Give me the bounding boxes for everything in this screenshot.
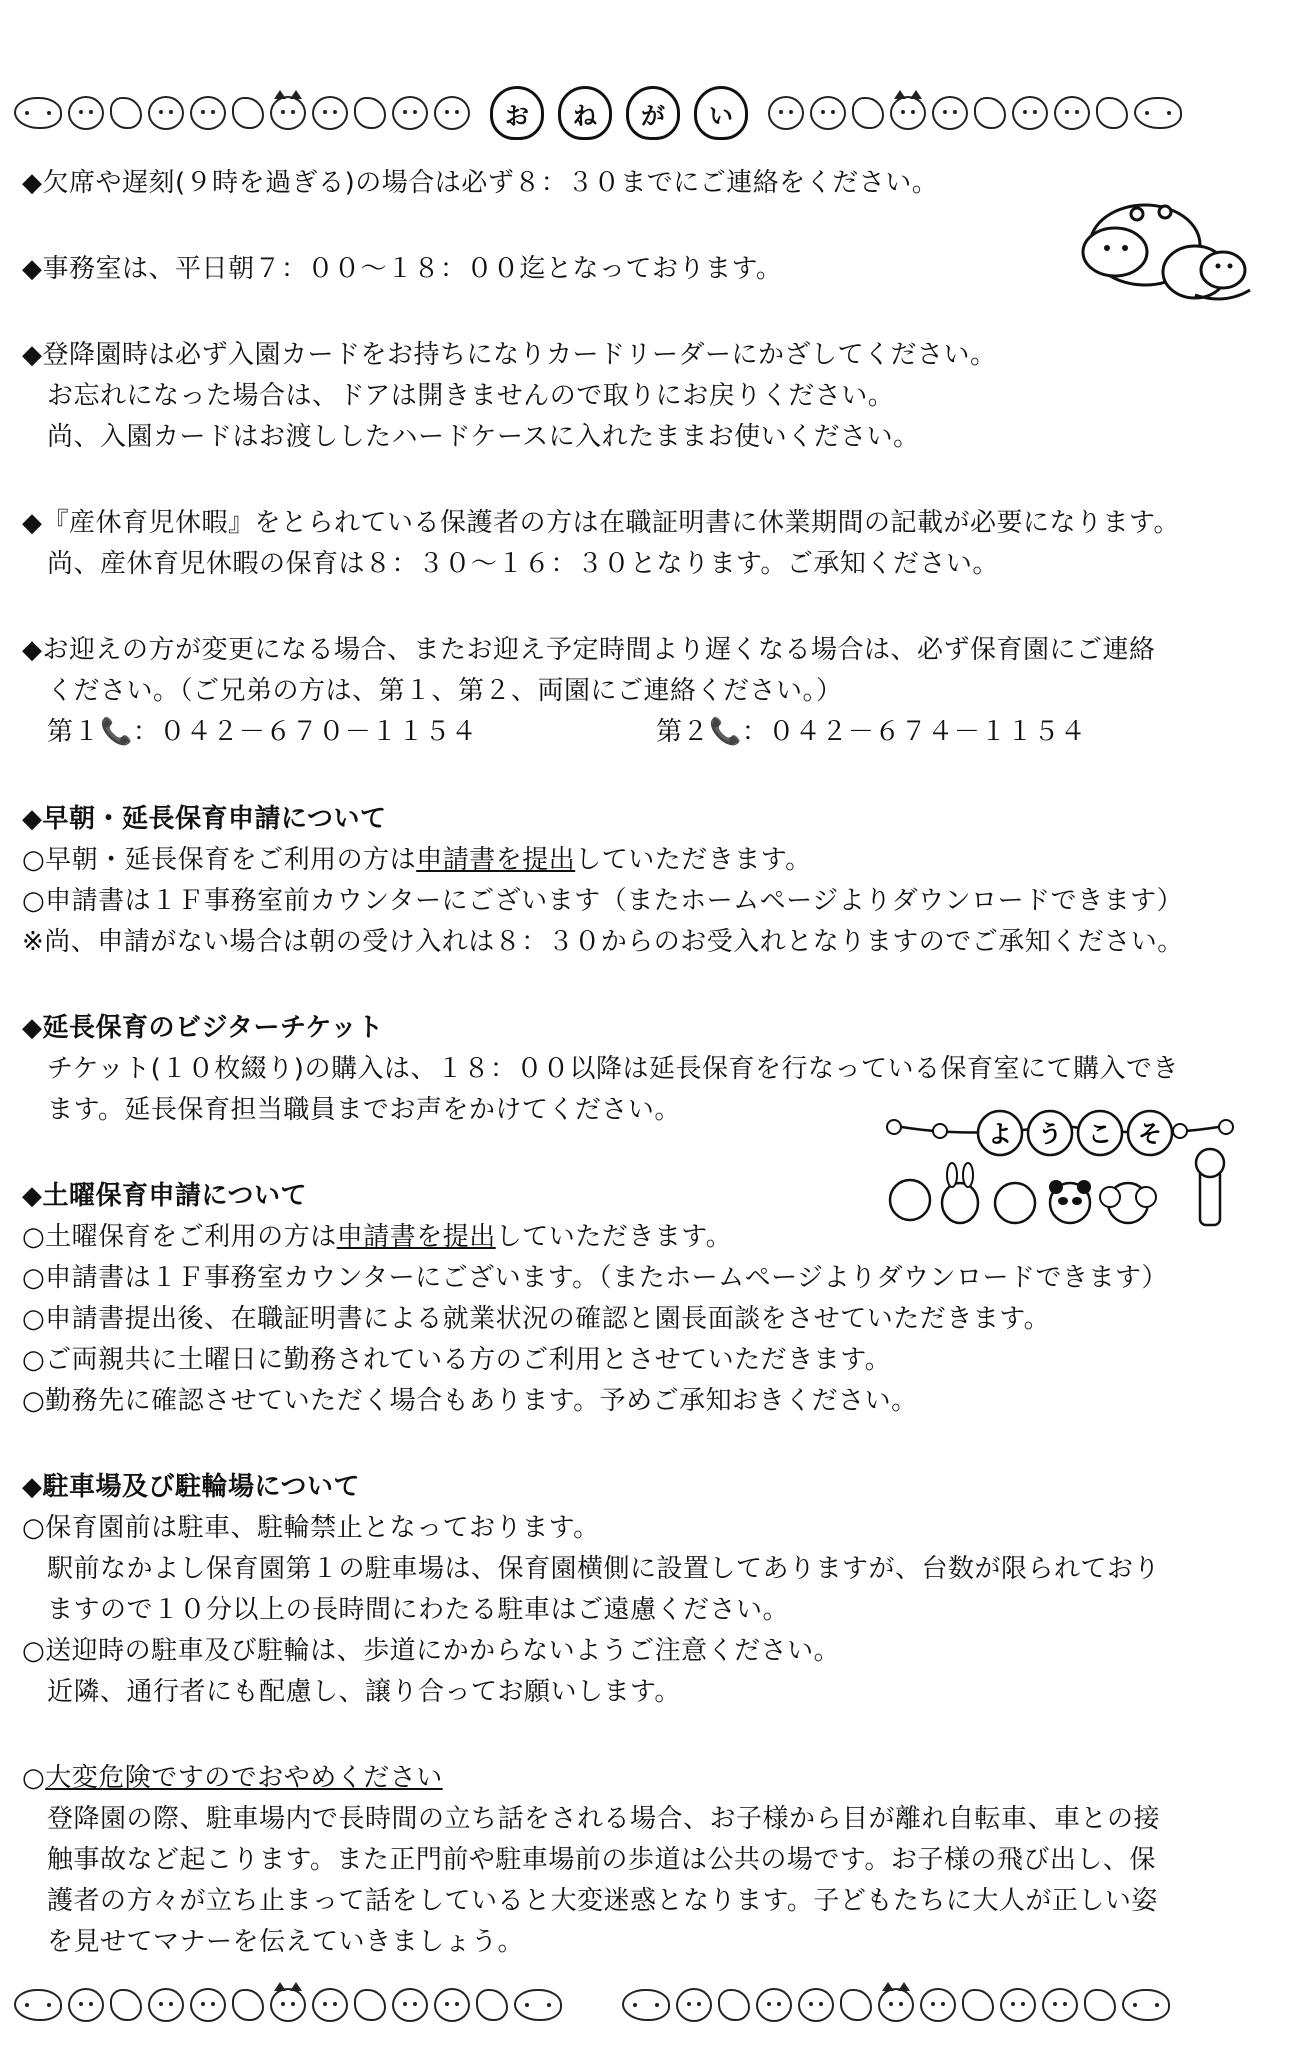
phone-icon: 📞 (709, 717, 742, 747)
pig-icon (622, 1989, 670, 2021)
parking-line-1: ○保育園前は駐車、駐輪禁止となっております。 (22, 1513, 600, 1543)
saturday-line-4: ○ご両親共に土曜日に勤務されている方のご利用とさせていただきます。 (22, 1345, 892, 1375)
notice-pickup: ◆お迎えの方が変更になる場合、またお迎え予定時間より遅くなる場合は、必ず保育園にご連絡 (22, 635, 1156, 665)
face-icon (190, 1988, 226, 2022)
cat-icon (270, 1988, 306, 2022)
pig-icon (14, 1989, 62, 2021)
underlined-text: 申請書を提出 (336, 1222, 496, 1252)
face-icon (932, 96, 968, 130)
welcome-char: こ (1088, 1120, 1112, 1148)
face-icon (190, 96, 226, 130)
face-icon (1054, 96, 1090, 130)
face-icon (392, 96, 428, 130)
underlined-text: 大変危険ですのでおやめください (45, 1763, 443, 1793)
face-icon (920, 1988, 956, 2022)
title-char: が (626, 86, 680, 140)
flower-icon (962, 1989, 994, 2021)
elephant-icon (1122, 1989, 1170, 2021)
top-decorative-border (0, 78, 1290, 148)
face-icon (1000, 1988, 1036, 2022)
face-icon (810, 96, 846, 130)
cat-icon (270, 96, 306, 130)
visitor-ticket-line-2: ます。延長保育担当職員までお声をかけてください。 (47, 1095, 681, 1125)
heading-visitor-ticket: ◆延長保育のビジターチケット (22, 1013, 384, 1043)
face-icon (312, 1988, 348, 2022)
face-icon (1012, 96, 1048, 130)
flower-icon (1096, 97, 1128, 129)
face-icon (676, 1988, 712, 2022)
visitor-ticket-line-1: チケット(１０枚綴り)の購入は、１８：００以降は延長保育を行なっている保育室にて購入でき (47, 1054, 1179, 1084)
border-icons-bottom-right (622, 1988, 1170, 2022)
parking-line-4: ○送迎時の駐車及び駐輪は、歩道にかからないようご注意ください。 (22, 1636, 841, 1666)
face-icon (434, 96, 470, 130)
text-segment: ○ (22, 1763, 46, 1793)
title-char: お (490, 86, 544, 140)
heading-saturday: ◆土曜保育申請について (22, 1181, 307, 1211)
welcome-char: よ (988, 1120, 1012, 1148)
face-icon (68, 96, 104, 130)
notice-card-case: 尚、入園カードはお渡ししたハードケースに入れたままお使いください。 (47, 422, 920, 452)
text-segment: ○早朝・延長保育をご利用の方は (22, 845, 417, 875)
saturday-line-2: ○申請書は１Ｆ事務室カウンターにございます。（またホームページよりダウンロードできます） (22, 1263, 1169, 1293)
welcome-banner-illustration (880, 1105, 1240, 1235)
early-extended-line-1 (22, 843, 812, 877)
face-icon (1042, 1988, 1078, 2022)
border-icons-right (768, 96, 1182, 130)
saturday-line-3: ○申請書提出後、在職証明書による就業状況の確認と園長面談をさせていただきます。 (22, 1304, 1051, 1334)
notice-pickup-cont: ください。（ご兄弟の方は、第１、第２、両園にご連絡ください。） (47, 676, 843, 706)
flower-icon (232, 97, 264, 129)
border-icons-bottom-left (14, 1988, 562, 2022)
face-icon (768, 96, 804, 130)
flower-icon (852, 97, 884, 129)
text-segment: していただきます。 (495, 1222, 733, 1252)
flower-icon (840, 1989, 872, 2021)
flower-icon (974, 97, 1006, 129)
saturday-line-1 (22, 1220, 732, 1254)
heading-early-extended: ◆早朝・延長保育申請について (22, 804, 387, 834)
elephant-icon (514, 1989, 562, 2021)
flower-icon (718, 1989, 750, 2021)
danger-line-2: 触事故など起こります。また正門前や駐車場前の歩道は公共の場です。お子様の飛び出し、保 (47, 1845, 1156, 1875)
saturday-line-5: ○勤務先に確認させていただく場合もあります。予めご承知おきください。 (22, 1386, 918, 1416)
border-icons-left (14, 96, 470, 130)
notice-absence: ◆欠席や遅刻(９時を過ぎる)の場合は必ず８：３０までにご連絡をください。 (22, 168, 939, 198)
phone-first-label: 第１ (47, 717, 101, 747)
text-segment: ○土曜保育をご利用の方は (22, 1222, 337, 1252)
parking-line-2: 駅前なかよし保育園第１の駐車場は、保育園横側に設置してありますが、台数が限られており (47, 1554, 1161, 1584)
notice-parental-leave: ◆『産休育児休暇』をとられている保護者の方は在職証明書に休業期間の記載が必要になります。 (22, 508, 1180, 538)
face-icon (756, 1988, 792, 2022)
face-icon (148, 96, 184, 130)
heading-parking: ◆駐車場及び駐輪場について (22, 1472, 360, 1502)
phone-icon: 📞 (100, 717, 133, 747)
title-char: い (694, 86, 748, 140)
phone-first-number: ：０４２－６７０－１１５４ (132, 717, 478, 747)
cat-icon (878, 1988, 914, 2022)
flower-icon (110, 97, 142, 129)
flower-icon (232, 1989, 264, 2021)
cat-icon (890, 96, 926, 130)
danger-heading (22, 1761, 443, 1795)
notice-card: ◆登降園時は必ず入園カードをお持ちになりカードリーダーにかざしてください。 (22, 340, 997, 370)
phone-second (656, 715, 1086, 749)
welcome-char: う (1038, 1120, 1062, 1148)
face-icon (434, 1988, 470, 2022)
face-icon (798, 1988, 834, 2022)
underlined-text: 申請書を提出 (416, 845, 576, 875)
danger-line-3: 護者の方々が立ち止まって話をしていると大変迷惑となります。子どもたちに大人が正しい姿 (47, 1886, 1158, 1916)
early-extended-line-3: ※尚、申請がない場合は朝の受け入れは８：３０からのお受入れとなりますのでご承知ください。 (22, 927, 1184, 957)
phone-first (47, 715, 477, 749)
title-onegai (490, 86, 748, 140)
text-segment: していただきます。 (575, 845, 812, 875)
early-extended-line-2: ○申請書は１Ｆ事務室前カウンターにございます（またホームページよりダウンロードできます） (22, 886, 1184, 916)
elephant-icon (1134, 97, 1182, 129)
flower-icon (1084, 1989, 1116, 2021)
flower-icon (354, 97, 386, 129)
face-icon (148, 1988, 184, 2022)
flower-icon (354, 1989, 386, 2021)
danger-line-1: 登降園の際、駐車場内で長時間の立ち話をされる場合、お子様から目が離れ自転車、車との接 (47, 1804, 1161, 1834)
parking-line-5: 近隣、通行者にも配慮し、譲り合ってお願いします。 (47, 1677, 681, 1707)
flower-icon (476, 1989, 508, 2021)
parking-line-3: ますので１０分以上の長時間にわたる駐車はご遠慮ください。 (47, 1595, 790, 1625)
phone-second-label: 第２ (656, 717, 710, 747)
phone-second-number: ：０４２－６７４－１１５４ (741, 717, 1087, 747)
welcome-char: そ (1138, 1120, 1162, 1148)
notice-office-hours: ◆事務室は、平日朝７：００～１８：００迄となっております。 (22, 254, 783, 284)
face-icon (392, 1988, 428, 2022)
notice-card-forgot: お忘れになった場合は、ドアは開きませんので取りにお戻りください。 (47, 381, 895, 411)
bottom-decorative-border (0, 1970, 1290, 2040)
hippo-illustration (1075, 190, 1255, 310)
notice-parental-leave-hours: 尚、産休育児休暇の保育は８：３０～１６：３０となります。ご承知ください。 (47, 549, 999, 579)
danger-line-4: を見せてマナーを伝えていきましょう。 (47, 1927, 525, 1957)
face-icon (68, 1988, 104, 2022)
flower-icon (110, 1989, 142, 2021)
pig-icon (14, 97, 62, 129)
face-icon (312, 96, 348, 130)
title-char: ね (558, 86, 612, 140)
